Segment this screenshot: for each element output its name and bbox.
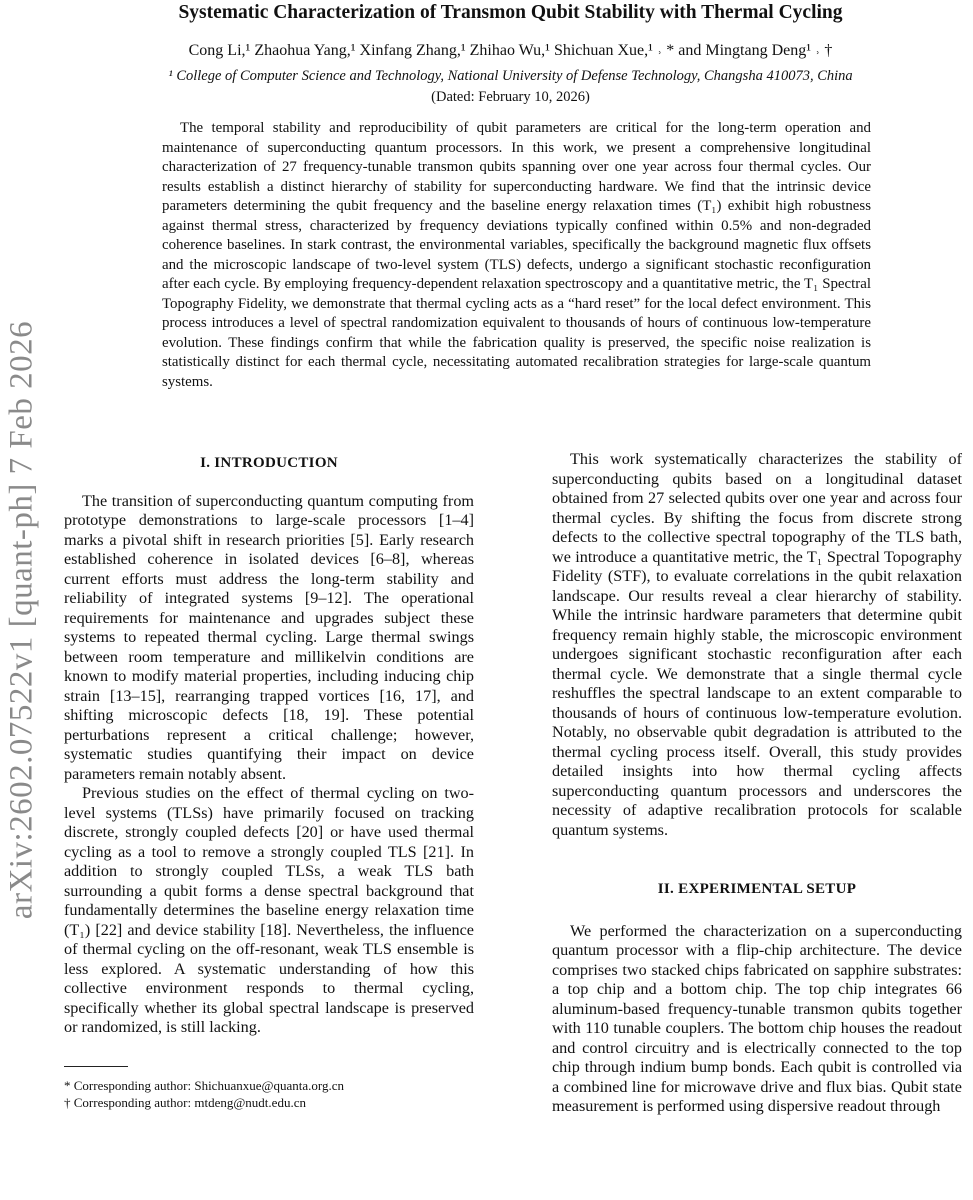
setup-paragraph-1: We performed the characterization on a superconducting quantum processor with a flip-chip architecture. The device comprises two stacked chips fabricated on sapphire substrates: a top chip and a bottom chip. The top chip integrates 66 aluminum-based frequency-tunable transmon qubits together with 110 tunable couplers. The bottom chip houses the readout and control circuitry and is electrically connected to the top chip through indium bump bonds. Each qubit is controlled via a combined line for microwave drive and flux bias. Qubit state measurement is performed using dispersive readout through xyxy=(552,921,962,1115)
footnote-2: † Corresponding author: mtdeng@nudt.edu.cn xyxy=(64,1094,306,1110)
abstract: The temporal stability and reproducibility of qubit parameters are critical for the long-term operation and maintenance of superconducting quantum processors. In this work, we present a comprehensive longitudinal characterization of 27 frequency-tunable transmon qubits spanning over one year across four thermal cycles. Our results establish a distinct hierarchy of stability for superconducting hardware. We find that the intrinsic device parameters determining the qubit frequency and the baseline energy relaxation times (T₁) exhibit high robustness against thermal stress, characterized by frequency deviations typically confined within 0.5% and non-degraded coherence baselines. In stark contrast, the environmental variables, specifically the background magnetic flux offsets and the microscopic landscape of two-level system (TLS) defects, undergo a significant stochastic reconfiguration after each cycle. By employing frequency-dependent relaxation spectroscopy and a quantitative metric, the T₁ Spectral Topography Fidelity, we demonstrate that thermal cycling acts as a “hard reset” for the local defect environment. This process introduces a level of spectral randomization equivalent to thousands of hours of continuous low-temperature evolution. These findings confirm that while the fabrication quality is preserved, the specific noise realization is statistically distinct for each thermal cycle, necessitating automated recalibration strategies for large-scale quantum systems. xyxy=(162,120,871,390)
right-column xyxy=(552,450,962,1117)
paper-title: Systematic Characterization of Transmon Qubit Stability with Thermal Cycling xyxy=(178,2,843,23)
affiliation: ¹ College of Computer Science and Technology, National University of Defense Technology, Changsha 410073, China xyxy=(168,68,853,84)
intro-paragraph-2: Previous studies on the effect of thermal cycling on two-level systems (TLSs) have primarily focused on tracking discrete, strongly coupled defects [20] or have used thermal cycling as a tool to remove a strongly coupled TLS [21]. In addition to strongly coupled TLSs, a weak TLS bath surrounding a qubit forms a dense spectral background that fundamentally determines the baseline energy relaxation time (T₁) [22] and device stability [18]. Nevertheless, the influence of thermal cycling on the off-resonant, weak TLS ensemble is less explored. A systematic understanding of how this collective environment responds to thermal cycling, specifically whether its global spectral landscape is preserved or randomized, is still lacking. xyxy=(64,784,474,1036)
author-list: Cong Li,¹ Zhaohua Yang,¹ Xinfang Zhang,¹ Zhihao Wu,¹ Shichuan Xue,¹ ˒ * and Mingtang Deng¹ ˒ † xyxy=(188,42,833,59)
date-line: (Dated: February 10, 2026) xyxy=(431,89,590,105)
arxiv-sidebar xyxy=(2,290,42,950)
intro-paragraph-3: This work systematically characterizes the stability of superconducting qubits based on a longitudinal dataset obtained from 27 selected qubits over one year and across four thermal cycles. By shifting the focus from discrete strong defects to the collective spectral topography of the TLS bath, we introduce a quantitative metric, the T₁ Spectral Topography Fidelity (STF), to evaluate correlations in the qubit relaxation landscape. Our results reveal a clear hierarchy of stability. While the intrinsic hardware parameters that determine qubit frequency remain highly stable, the microscopic environment undergoes significant stochastic reconfiguration after each thermal cycle. We demonstrate that a single thermal cycle reshuffles the spectral landscape to an extent comparable to thousands of hours of continuous low-temperature evolution. Notably, no observable qubit degradation is attributed to the thermal cycling process itself. Overall, this study provides detailed insights into how thermal cycling affects superconducting quantum processors and underscores the necessity of adaptive recalibration protocols for scalable quantum systems. xyxy=(552,450,962,839)
intro-paragraph-1: The transition of superconducting quantum computing from prototype demonstrations to large-scale processors [1–4] marks a pivotal shift in research priorities [5]. Early research established coherence in isolated devices [6–8], whereas current efforts must address the long-term stability and reliability of integrated systems [9–12]. The operational requirements for maintenance and upgrades subject these systems to repeated thermal cycling. Large thermal swings between room temperature and millikelvin conditions are known to modify material properties, including inducing chip strain [13–15], rearranging trapped vortices [16, 17], and shifting microscopic defects [18, 19]. These potential perturbations represent a critical challenge; however, systematic studies quantifying their impact on device parameters remain notably absent. xyxy=(64,491,474,783)
left-column xyxy=(64,450,474,1111)
footnote-1: * Corresponding author: Shichuanxue@quanta.org.cn xyxy=(64,1077,344,1093)
footnote-rule xyxy=(64,1066,128,1067)
arxiv-identifier: arXiv:2602.07522v1 [quant-ph] 7 Feb 2026 xyxy=(3,320,40,920)
section-heading-experimental-setup: II. EXPERIMENTAL SETUP xyxy=(657,881,857,897)
section-heading-introduction: I. INTRODUCTION xyxy=(200,455,338,471)
